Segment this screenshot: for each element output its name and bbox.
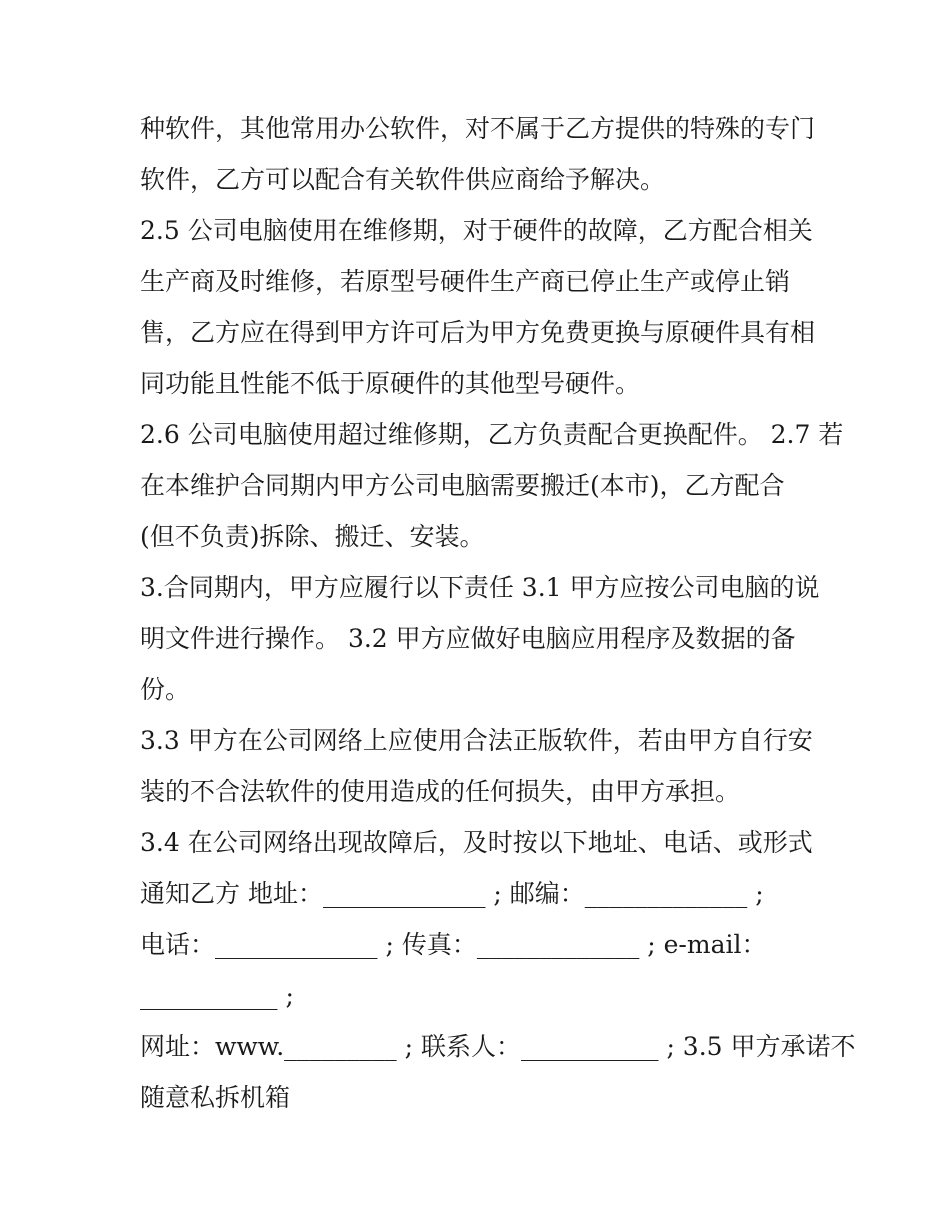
text-line: 2.5 公司电脑使用在维修期，对于硬件的故障，乙方配合相关 [140,216,813,245]
text-line: 3.4 在公司网络出现故障后，及时按以下地址、电话、或形式 [140,828,813,857]
text-line: 3.3 甲方在公司网络上应使用合法正版软件，若由甲方自行安 [140,726,813,755]
text-line: 同功能且性能不低于原硬件的其他型号硬件。 [140,369,641,398]
text-line: 明文件进行操作。 3.2 甲方应做好电脑应用程序及数据的备 [140,624,796,653]
text-line: 通知乙方 地址：_____________ ; 邮编：_____________ ; [140,879,764,908]
text-line: 电话：_____________ ; 传真：_____________ ; e-mail： [140,930,767,959]
text-line: 在本维护合同期内甲方公司电脑需要搬迁(本市)，乙方配合 [140,471,785,500]
text-line: (但不负责)拆除、搬迁、安装。 [140,522,485,551]
text-line: 网址：www._________ ; 联系人：___________ ; 3.5 甲方承诺不 [140,1032,856,1061]
text-line: 3.合同期内，甲方应履行以下责任 3.1 甲方应按公司电脑的说 [140,573,820,602]
text-line: 随意私拆机箱 [140,1083,291,1112]
text-line: 生产商及时维修，若原型号硬件生产商已停止生产或停止销 [140,267,791,296]
text-line: ___________ ; [140,981,294,1010]
text-line: 售，乙方应在得到甲方许可后为甲方免费更换与原硬件具有相 [140,318,816,347]
text-line: 2.6 公司电脑使用超过维修期，乙方负责配合更换配件。 2.7 若 [140,420,844,449]
text-line: 软件，乙方可以配合有关软件供应商给予解决。 [140,165,666,194]
text-line: 种软件，其他常用办公软件，对不属于乙方提供的特殊的专门 [140,114,816,143]
text-line: 装的不合法软件的使用造成的任何损失，由甲方承担。 [140,777,741,806]
text-line: 份。 [140,675,191,704]
